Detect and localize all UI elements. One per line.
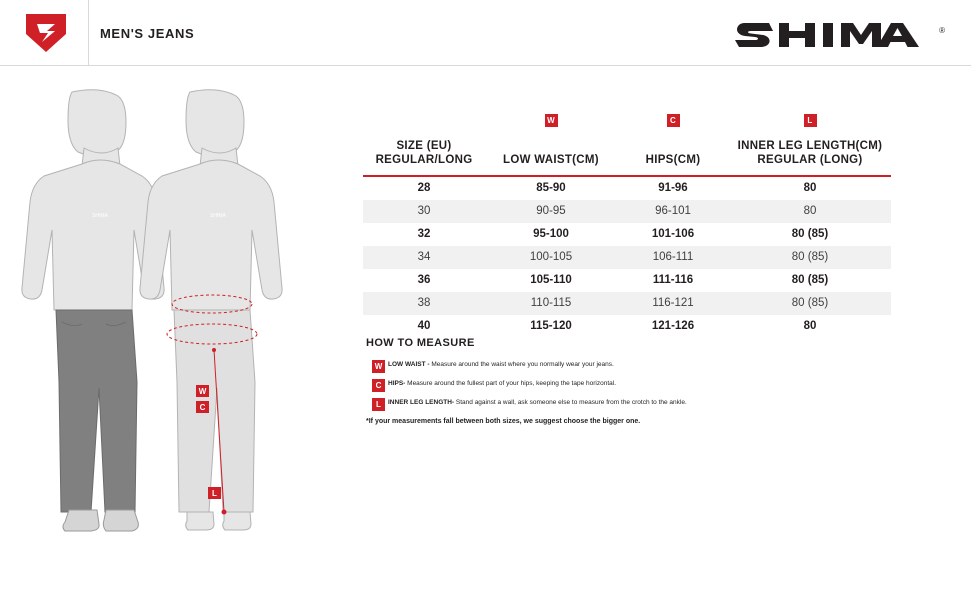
marker-row [363, 112, 891, 138]
how-to-item-hips-name: HIPS- [388, 379, 406, 387]
how-to-item-hips-text: Measure around the fullest part of your hips, keeping the tape horizontal. [405, 379, 617, 387]
table-header-row [363, 138, 891, 176]
how-to-item-inner-leg-name: INNER LEG LENGTH- [388, 398, 455, 406]
waist-marker-badge: W [545, 114, 558, 127]
cell-size: 36 [363, 269, 485, 292]
svg-text:SHIMA: SHIMA [210, 213, 226, 219]
cell-waist: 85-90 [485, 176, 617, 200]
cell-waist: 115-120 [485, 315, 617, 338]
column-header-leg-line1: INNER LEG LENGTH(CM) [737, 140, 883, 152]
svg-text:W: W [198, 387, 207, 396]
hips-marker-badge: C [667, 114, 680, 127]
column-header-size-line1: SIZE (EU) [396, 140, 452, 152]
svg-text:C: C [199, 403, 206, 412]
table-row [363, 292, 891, 315]
cell-waist: 100-105 [485, 246, 617, 269]
marker-size [363, 112, 485, 138]
marker-hips [617, 112, 729, 138]
cell-size: 34 [363, 246, 485, 269]
table-row [363, 269, 891, 292]
column-header-leg [729, 138, 891, 176]
column-header-size-line2: REGULAR/LONG [375, 154, 473, 167]
cell-hips: 106-111 [617, 246, 729, 269]
cell-leg: 80 [729, 176, 891, 200]
cell-size: 38 [363, 292, 485, 315]
cell-size: 32 [363, 223, 485, 246]
cell-leg: 80 (85) [729, 246, 891, 269]
column-header-leg-line2: REGULAR (LONG) [757, 154, 863, 167]
cell-hips: 101-106 [617, 223, 729, 246]
cell-waist: 95-100 [485, 223, 617, 246]
how-to-item-inner-leg [366, 398, 836, 408]
column-header-hips [617, 138, 729, 176]
measurement-figures [10, 72, 340, 542]
hips-marker-badge: C [372, 379, 385, 392]
size-table-container [363, 112, 883, 338]
shima-brand-logo [733, 17, 933, 51]
table-row [363, 223, 891, 246]
table-row [363, 246, 891, 269]
waist-marker-badge: W [372, 360, 385, 373]
cell-waist: 105-110 [485, 269, 617, 292]
how-to-measure-section [366, 337, 836, 425]
cell-hips: 121-126 [617, 315, 729, 338]
how-to-item-low-waist-text: Measure around the waist where you normally wear your jeans. [429, 361, 614, 368]
cell-waist: 90-95 [485, 200, 617, 223]
cell-leg: 80 [729, 200, 891, 223]
leg-marker-badge: L [372, 398, 385, 411]
column-header-waist-line1: LOW WAIST(CM) [503, 154, 599, 167]
how-to-item-inner-leg-text: Stand against a wall, ask someone else to measure from the crotch to the ankle. [454, 398, 687, 406]
how-to-item-hips [366, 379, 836, 389]
figure-left [22, 90, 164, 531]
column-header-waist [485, 138, 617, 176]
marker-waist [485, 112, 617, 138]
table-row [363, 200, 891, 223]
svg-text:L: L [212, 489, 217, 498]
column-header-size [363, 138, 485, 176]
how-to-measure-title: HOW TO MEASURE [366, 337, 475, 349]
header-divider [88, 0, 89, 65]
cell-leg: 80 [729, 315, 891, 338]
cell-hips: 91-96 [617, 176, 729, 200]
how-to-item-low-waist [366, 360, 836, 370]
cell-leg: 80 (85) [729, 269, 891, 292]
cell-waist: 110-115 [485, 292, 617, 315]
table-row [363, 315, 891, 338]
cell-size: 40 [363, 315, 485, 338]
cell-size: 30 [363, 200, 485, 223]
registered-trademark: ® [939, 26, 945, 35]
figure-right [140, 90, 282, 530]
cell-hips: 116-121 [617, 292, 729, 315]
cell-hips: 111-116 [617, 269, 729, 292]
page-title: MEN'S JEANS [100, 26, 195, 41]
cell-hips: 96-101 [617, 200, 729, 223]
page-header [0, 0, 971, 66]
size-table [363, 112, 891, 338]
table-row [363, 176, 891, 200]
shima-shield-icon [24, 12, 68, 54]
column-header-hips-line1: HIPS(CM) [645, 154, 701, 167]
cell-leg: 80 (85) [729, 223, 891, 246]
marker-leg [729, 112, 891, 138]
cell-size: 28 [363, 176, 485, 200]
cell-leg: 80 (85) [729, 292, 891, 315]
sizing-note: *If your measurements fall between both sizes, we suggest choose the bigger one. [366, 418, 641, 426]
leg-marker-badge: L [804, 114, 817, 127]
how-to-item-low-waist-name: LOW WAIST - [388, 361, 430, 368]
svg-text:SHIMA: SHIMA [92, 213, 108, 219]
